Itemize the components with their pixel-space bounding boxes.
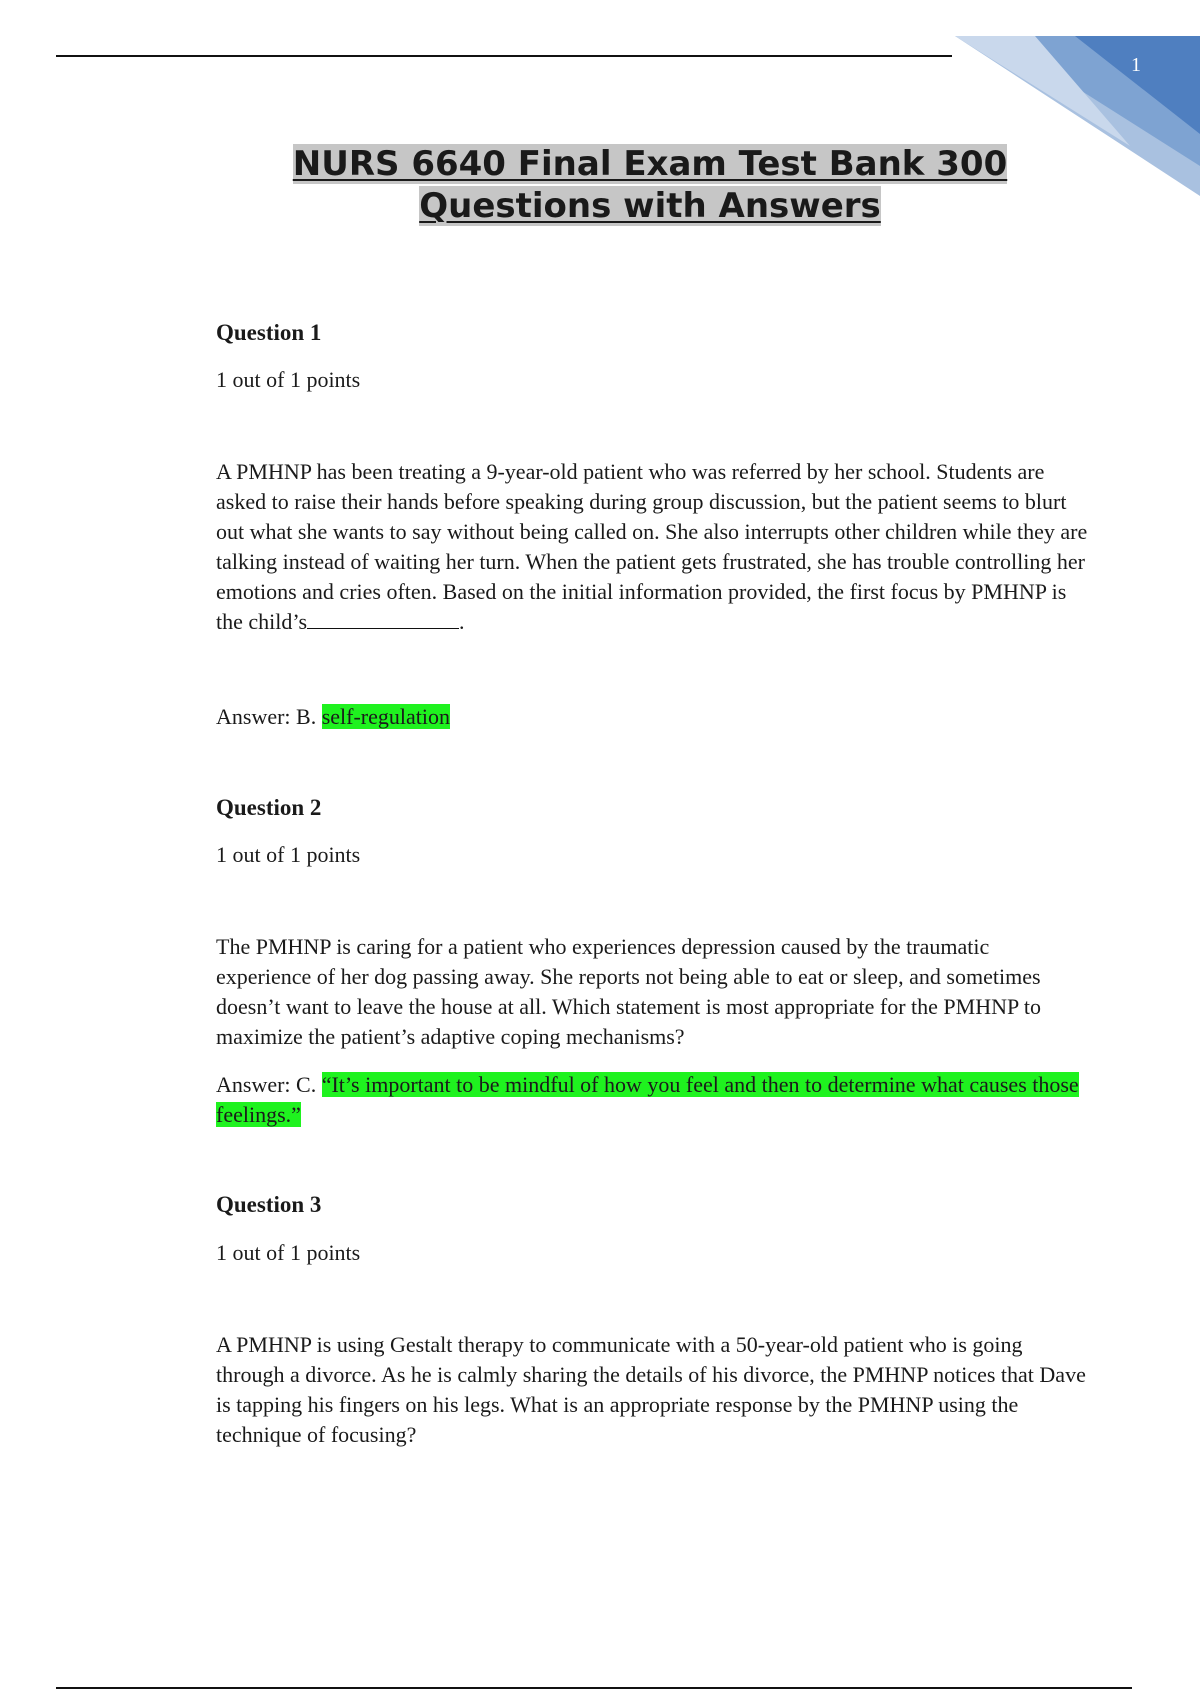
header-rule [56, 55, 952, 57]
highlighted-answer: “It’s important to be mindful of how you feel and then to determine what causes those feelings.” [216, 1072, 1079, 1127]
answer-prefix: Answer: C. [216, 1072, 317, 1097]
question-1-text [216, 457, 1088, 637]
question-2-answer [216, 1070, 1088, 1130]
page-title [200, 143, 1100, 227]
question-1-heading: Question 1 [216, 320, 322, 345]
question-3-heading: Question 3 [216, 1192, 322, 1217]
answer-prefix: Answer: B. [216, 704, 317, 729]
question-2-points: 1 out of 1 points [216, 842, 361, 867]
question-1-answer [216, 702, 1088, 732]
title-line-1: NURS 6640 Final Exam Test Bank 300 [292, 144, 1008, 184]
answer-blank [307, 608, 459, 629]
question-2-heading: Question 2 [216, 795, 322, 820]
footer-rule [56, 1687, 1132, 1689]
title-line-2: Questions with Answers [419, 186, 881, 226]
question-1-stem: A PMHNP has been treating a 9-year-old patient who was referred by her school. Students are asked to raise their hands before speaking during group discussion, but the patient seems to blurt out what she wants to say without being called on. She also interrupts other children while they are talking instead of waiting her turn. When the patient gets frustrated, she has trouble controlling her emotions and cries often. Based on the initial information provided, the first focus by PMHNP is the child’s [216, 459, 1088, 634]
highlighted-answer: self-regulation [321, 704, 451, 729]
question-3-text: A PMHNP is using Gestalt therapy to communicate with a 50-year-old patient who is going through a divorce. As he is calmly sharing the details of his divorce, the PMHNP notices that Dave is tapping his fingers on his legs. What is an appropriate response by the PMHNP using the technique of focusing? [216, 1332, 1086, 1447]
question-1-points: 1 out of 1 points [216, 367, 361, 392]
question-3-points: 1 out of 1 points [216, 1240, 361, 1265]
page-number: 1 [1131, 54, 1141, 76]
question-1-stem-end: . [459, 609, 465, 634]
question-2-text: The PMHNP is caring for a patient who experiences depression caused by the traumatic experience of her dog passing away. She reports not being able to eat or sleep, and sometimes doesn’t want to leave the house at all. Which statement is most appropriate for the PMHNP to maximize the patient’s adaptive coping mechanisms? [216, 934, 1042, 1049]
